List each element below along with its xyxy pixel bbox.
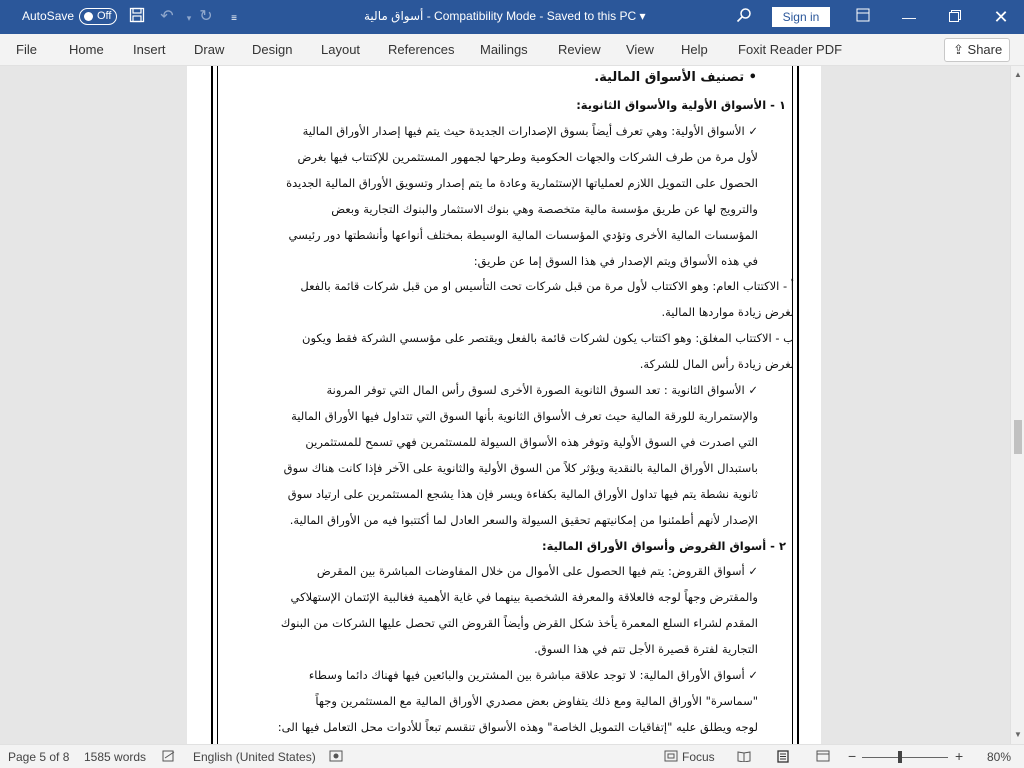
undo-icon[interactable]: ↶: [160, 8, 174, 25]
zoom-level[interactable]: 80%: [987, 750, 1012, 764]
customize-toolbar-icon[interactable]: ≡: [231, 13, 237, 24]
tab-file[interactable]: File: [16, 42, 37, 57]
focus-icon[interactable]: [664, 750, 678, 765]
paragraph-line: في هذه الأسواق ويتم الإصدار في هذا السوق إما عن طريق:: [473, 254, 758, 268]
tab-draw[interactable]: Draw: [194, 42, 225, 57]
language-indicator[interactable]: English (United States): [193, 750, 316, 764]
document-area[interactable]: [0, 66, 1010, 744]
ribbon-display-options-icon[interactable]: [840, 0, 886, 34]
paragraph-line: ✓ الأسواق الثانوية : تعد السوق الثانوية الصورة الأخرى لسوق رأس المال التي توفر المرونة: [326, 383, 758, 397]
tab-help[interactable]: Help: [681, 42, 708, 57]
status-bar: [0, 744, 1024, 768]
tab-home[interactable]: Home: [69, 42, 104, 57]
autosave-label: AutoSave: [22, 9, 75, 23]
scrollbar-thumb[interactable]: [1014, 420, 1022, 454]
subheading-loans-securities: ٢ - أسواق القروض وأسواق الأوراق المالية:: [541, 539, 786, 553]
paragraph-line: بغرض زيادة رأس المال للشركة.: [639, 357, 794, 371]
word-count[interactable]: 1585 words: [84, 750, 147, 764]
share-label: Share: [967, 42, 1003, 57]
paragraph-line: لأول مرة من طرف الشركات والجهات الحكومية وطرحها لجمهور المستثمرين للإكتتاب فيها بغرض: [297, 150, 758, 164]
tab-references[interactable]: References: [388, 42, 455, 57]
search-icon[interactable]: [734, 7, 754, 27]
proofing-icon[interactable]: [162, 750, 176, 765]
paragraph-line: التي اصدرت في السوق الأولية وتوفر هذه الأسواق السيولة للمستثمرين فهي تسمح للمستثمرين: [305, 435, 758, 449]
scroll-down-icon[interactable]: ▼: [1014, 730, 1022, 739]
page-indicator[interactable]: Page 5 of 8: [8, 750, 70, 764]
minimize-icon[interactable]: —: [902, 9, 916, 25]
paragraph-line: المؤسسات المالية الأخرى وتؤدي المؤسسات المالية الوسيطة بمختلف أنواعها وأنشطتها دور رئيسي: [288, 228, 758, 242]
paragraph-line: ✓ أسواق القروض: يتم فيها الحصول على الأموال من خلال المفاوضات المباشرة بين المقرض: [316, 564, 758, 578]
sign-in-button[interactable]: Sign in: [772, 7, 830, 27]
read-mode-icon[interactable]: [737, 750, 751, 765]
autosave-state: Off: [97, 10, 112, 22]
paragraph-line: والمقترض وجهاً لوجه فالعلاقة والمعرفة الشخصية بينهما في غاية الأهمية فغالبية الإئتمان الإستهلاكي: [290, 590, 758, 604]
ribbon-tabs: [0, 34, 1024, 66]
redo-icon[interactable]: ↻: [199, 8, 213, 25]
paragraph-line: ✓ الأسواق الأولية: وهي تعرف أيضاً بسوق الإصدارات الجديدة حيث يتم فيها إصدار الأوراق المالية: [302, 124, 758, 138]
paragraph-line: بغرض زيادة مواردها المالية.: [661, 305, 794, 319]
paragraph-line: ب - الاكتتاب المغلق: وهو اكتتاب يكون لشركات قائمة بالفعل ويقتصر على مؤسسي الشركة فقط ويكون: [302, 331, 794, 345]
document-title[interactable]: أسواق مالية - Compatibility Mode - Saved to this PC ▾: [364, 9, 646, 23]
close-icon[interactable]: ✕: [993, 7, 1009, 27]
share-icon: ⇪: [953, 42, 964, 57]
tab-design[interactable]: Design: [252, 42, 293, 57]
document-page[interactable]: [187, 66, 821, 744]
paragraph-line: أ - الاكتتاب العام: وهو الاكتتاب لأول مرة من قبل شركات تحت التأسيس او من قبل شركات قائمة بالفعل: [300, 279, 794, 293]
paragraph-line: المقدم لشراء السلع المعمرة يأخذ شكل القرض وأيضاً القروض التي تحصل عليها الشركات من البنوك: [280, 616, 758, 630]
save-icon[interactable]: [127, 7, 147, 27]
tab-mailings[interactable]: Mailings: [480, 42, 528, 57]
focus-button[interactable]: Focus: [682, 750, 715, 764]
toggle-knob: [84, 12, 93, 21]
paragraph-line: التجارية لفترة قصيرة الأجل تتم في هذا السوق.: [534, 642, 758, 656]
vertical-scrollbar[interactable]: [1010, 66, 1024, 744]
zoom-out-icon[interactable]: −: [848, 748, 857, 764]
web-layout-icon[interactable]: [816, 750, 830, 765]
print-layout-icon[interactable]: [776, 750, 790, 766]
paragraph-line: الإصدار لأنهم أطمئنوا من إمكانيتهم تحقيق السيولة والسعر العادل لما أكتتبوا فيه من الأوراق المالية.: [289, 513, 758, 527]
restore-icon[interactable]: [932, 0, 978, 34]
title-bar: [0, 0, 1024, 34]
tab-view[interactable]: View: [626, 42, 654, 57]
scroll-up-icon[interactable]: ▲: [1014, 70, 1022, 79]
subheading-primary-secondary: ١ - الأسواق الأولية والأسواق الثانوية:: [576, 98, 786, 112]
paragraph-line: لوجه ويطلق عليه "إتفاقيات التمويل الخاصة" وهذه الأسواق تنقسم تبعاً للأدوات محل التعامل فيها الى:: [277, 720, 758, 734]
tab-review[interactable]: Review: [558, 42, 601, 57]
paragraph-line: باستبدال الأوراق المالية بالنقدية ويؤثر كلاً من السوق الأولية والثانوية على الآخر فإذا كانت هناك سوق: [283, 461, 758, 475]
paragraph-line: "سماسرة" الأوراق المالية ومع ذلك يتفاوض بعض مصدري الأوراق المالية مع المستثمرين وجهاً: [315, 694, 758, 708]
paragraph-line: والإستمرارية للورقة المالية حيث تعرف الأسواق الثانوية بأنها السوق التي تتداول فيها الأوراق المالية: [291, 409, 758, 423]
zoom-slider-track[interactable]: [862, 757, 948, 758]
tab-layout[interactable]: Layout: [321, 42, 361, 57]
autosave-toggle[interactable]: [79, 8, 117, 25]
macro-record-icon[interactable]: [329, 750, 343, 765]
paragraph-line: والترويج لها عن طريق مؤسسة مالية متخصصة وهي بنوك الاستثمار والبنوك التجارية وبعض: [331, 202, 758, 216]
section-bullet-heading: • تصنيف الأسواق المالية.: [594, 70, 757, 85]
share-button[interactable]: [944, 38, 1010, 62]
undo-dropdown-icon[interactable]: ▾: [186, 13, 192, 23]
tab-foxit-reader-pdf[interactable]: Foxit Reader PDF: [738, 42, 843, 57]
zoom-slider-thumb[interactable]: [898, 751, 902, 763]
paragraph-line: ثانوية نشطة يتم فيها تداول الأوراق المالية بكفاءة ويسر فإن هذا يشجع المستثمرين على ارتياد سوق: [287, 487, 758, 501]
paragraph-line: ✓ أسواق الأوراق المالية: لا توجد علاقة مباشرة بين المشترين والبائعين فيها فهناك دائما وسطاء: [308, 668, 758, 682]
paragraph-line: الحصول على التمويل اللازم لعملياتها الإستثمارية وعادة ما يتم إصدار وتسويق الأوراق المالية الجديدة: [286, 176, 758, 190]
tab-insert[interactable]: Insert: [133, 42, 166, 57]
zoom-in-icon[interactable]: +: [955, 748, 964, 764]
